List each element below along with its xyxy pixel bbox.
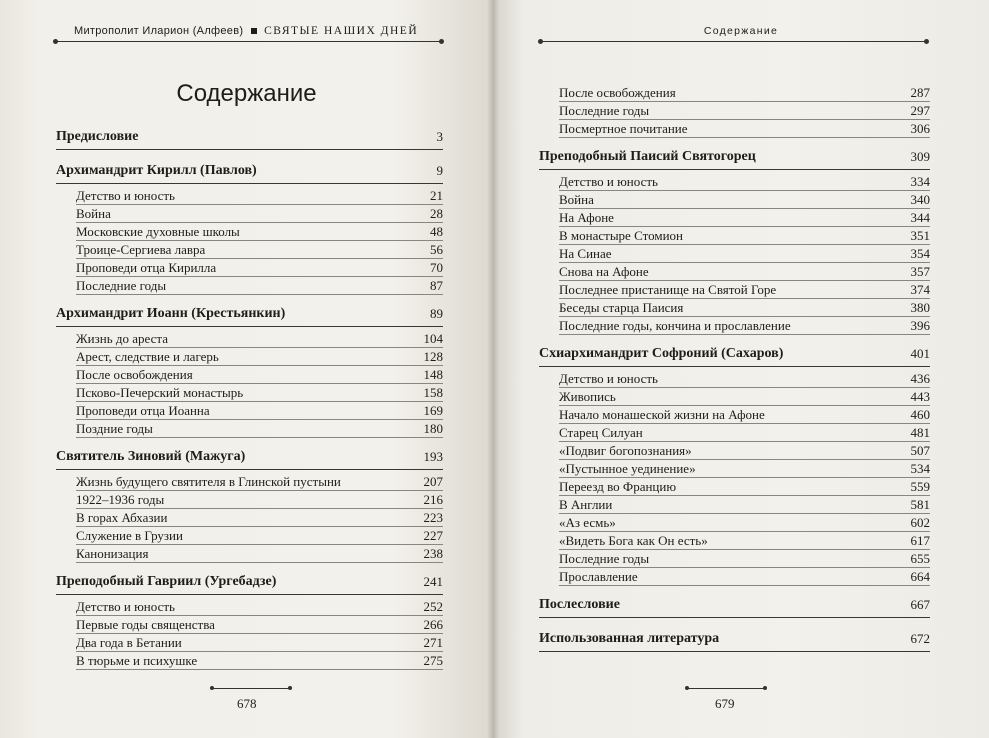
section-gap xyxy=(56,563,443,571)
toc-entry-label: В монастыре Стомион xyxy=(559,228,683,243)
toc-entry-page: 48 xyxy=(430,224,443,239)
toc-subentry xyxy=(539,317,930,335)
toc-subentry xyxy=(539,406,930,424)
toc-entry-page: 70 xyxy=(430,260,443,275)
toc-entry-label: В горах Абхазии xyxy=(76,510,168,525)
section-rule xyxy=(56,149,443,150)
toc-subentry xyxy=(56,545,443,563)
running-head-left xyxy=(74,25,418,37)
toc-entry-label: Предисловие xyxy=(56,129,139,144)
toc-entry-label: На Синае xyxy=(559,246,612,261)
toc-subentry xyxy=(56,205,443,223)
toc-entry-label: Преподобный Гавриил (Ургебадзе) xyxy=(56,574,277,589)
header-rule xyxy=(56,41,441,42)
section-rule xyxy=(539,617,930,618)
toc-entry-label: Беседы старца Паисия xyxy=(559,300,684,315)
folio-rule xyxy=(688,688,764,689)
toc-entry-label: Использованная литература xyxy=(539,631,720,646)
toc-subentry xyxy=(56,473,443,491)
toc-entry-label: Последние годы xyxy=(559,103,650,118)
toc-entry-page: 271 xyxy=(423,635,443,650)
toc-subentry xyxy=(56,598,443,616)
toc-subentry xyxy=(539,442,930,460)
dot-ornament-icon xyxy=(763,686,767,690)
toc-subentry xyxy=(56,652,443,670)
toc-entry-label: «Подвиг богопознания» xyxy=(559,443,692,458)
toc-subentry xyxy=(539,568,930,586)
toc-entry-label: «Аз есмь» xyxy=(559,515,616,530)
toc-entry-page: 207 xyxy=(423,474,443,489)
toc-section-entry xyxy=(56,126,443,148)
toc-subentry xyxy=(56,187,443,205)
toc-entry-page: 104 xyxy=(423,331,443,346)
toc-subentry xyxy=(539,424,930,442)
toc-entry-page: 436 xyxy=(910,371,930,386)
toc-entry-label: Два года в Бетании xyxy=(76,635,182,650)
toc-list-right xyxy=(539,84,930,654)
toc-entry-label: В тюрьме и психушке xyxy=(76,653,198,668)
book-spine-shadow xyxy=(487,0,499,738)
toc-entry-page: 664 xyxy=(910,569,930,584)
toc-entry-page: 309 xyxy=(910,149,930,164)
toc-entry-page: 460 xyxy=(910,407,930,422)
toc-subentry xyxy=(56,509,443,527)
toc-entry-label: Последнее пристанище на Святой Горе xyxy=(559,282,777,297)
toc-entry-label: Живопись xyxy=(559,389,616,404)
toc-entry-label: Посмертное почитание xyxy=(559,121,688,136)
right-page xyxy=(493,0,989,738)
toc-subentry xyxy=(56,277,443,295)
toc-entry-label: Арест, следствие и лагерь xyxy=(76,349,219,364)
toc-entry-label: «Видеть Бога как Он есть» xyxy=(559,533,708,548)
section-gap xyxy=(539,620,930,628)
toc-subentry xyxy=(56,491,443,509)
toc-entry-label: Старец Силуан xyxy=(559,425,643,440)
toc-subentry xyxy=(539,120,930,138)
page-number: 678 xyxy=(237,696,257,711)
toc-entry-label: Канонизация xyxy=(76,546,149,561)
toc-subentry xyxy=(56,259,443,277)
toc-entry-page: 507 xyxy=(910,443,930,458)
toc-entry-label: Московские духовные школы xyxy=(76,224,240,239)
toc-entry-page: 602 xyxy=(910,515,930,530)
toc-entry-label: После освобождения xyxy=(76,367,193,382)
section-rule xyxy=(539,651,930,652)
page-number: 679 xyxy=(715,696,735,711)
dot-ornament-icon xyxy=(439,39,444,44)
toc-entry-label: После освобождения xyxy=(559,85,676,100)
toc-entry-label: Переезд во Францию xyxy=(559,479,677,494)
toc-section-entry xyxy=(56,303,443,325)
header-rule xyxy=(541,41,926,42)
toc-subentry xyxy=(539,102,930,120)
running-head-author: Митрополит Иларион (Алфеев) xyxy=(74,25,244,37)
toc-entry-label: Схиархимандрит Софроний (Сахаров) xyxy=(539,346,784,361)
toc-subentry xyxy=(56,402,443,420)
toc-entry-page: 169 xyxy=(423,403,443,418)
section-gap xyxy=(56,295,443,303)
section-rule xyxy=(56,183,443,184)
toc-section-entry xyxy=(56,446,443,468)
toc-entry-page: 655 xyxy=(910,551,930,566)
toc-entry-page: 148 xyxy=(423,367,443,382)
toc-section-entry xyxy=(56,160,443,182)
toc-entry-page: 672 xyxy=(910,631,930,646)
toc-entry-label: Последние годы xyxy=(76,278,167,293)
section-gap xyxy=(539,138,930,146)
toc-subentry xyxy=(56,420,443,438)
toc-section-entry xyxy=(539,594,930,616)
toc-entry-page: 223 xyxy=(423,510,443,525)
toc-entry-page: 351 xyxy=(910,228,930,243)
square-separator-icon xyxy=(251,28,257,34)
toc-entry-label: Детство и юность xyxy=(559,174,658,189)
toc-entry-page: 667 xyxy=(910,597,930,612)
toc-entry-label: На Афоне xyxy=(559,210,614,225)
toc-entry-label: Поздние годы xyxy=(76,421,153,436)
section-rule xyxy=(539,366,930,367)
toc-entry-page: 534 xyxy=(910,461,930,476)
section-gap xyxy=(56,152,443,160)
toc-entry-page: 193 xyxy=(423,449,443,464)
toc-entry-page: 241 xyxy=(423,574,443,589)
toc-entry-label: Послесловие xyxy=(539,597,620,612)
dot-ornament-icon xyxy=(924,39,929,44)
toc-entry-page: 227 xyxy=(423,528,443,543)
section-rule xyxy=(539,169,930,170)
toc-entry-page: 128 xyxy=(423,349,443,364)
toc-entry-page: 306 xyxy=(910,121,930,136)
toc-entry-label: «Пустынное уединение» xyxy=(559,461,696,476)
toc-entry-page: 158 xyxy=(423,385,443,400)
toc-entry-page: 87 xyxy=(430,278,443,293)
toc-entry-page: 443 xyxy=(910,389,930,404)
toc-entry-label: Служение в Грузии xyxy=(76,528,183,543)
toc-subentry xyxy=(539,299,930,317)
toc-entry-page: 56 xyxy=(430,242,443,257)
toc-entry-page: 581 xyxy=(910,497,930,512)
toc-entry-page: 275 xyxy=(423,653,443,668)
toc-subentry xyxy=(56,616,443,634)
toc-entry-label: Война xyxy=(559,192,594,207)
toc-subentry xyxy=(56,330,443,348)
toc-entry-label: В Англии xyxy=(559,497,613,512)
section-gap xyxy=(539,586,930,594)
toc-list-left xyxy=(56,126,443,670)
toc-subentry xyxy=(539,460,930,478)
toc-subentry xyxy=(539,532,930,550)
toc-entry-label: Преподобный Паисий Святогорец xyxy=(539,149,756,164)
toc-entry-page: 9 xyxy=(436,163,443,178)
toc-entry-page: 374 xyxy=(910,282,930,297)
toc-subentry xyxy=(539,227,930,245)
section-gap xyxy=(539,335,930,343)
toc-entry-page: 252 xyxy=(423,599,443,614)
toc-entry-page: 357 xyxy=(910,264,930,279)
dot-ornament-icon xyxy=(288,686,292,690)
toc-entry-page: 559 xyxy=(910,479,930,494)
toc-entry-page: 28 xyxy=(430,206,443,221)
toc-subentry xyxy=(56,223,443,241)
running-head-book: СВЯТЫЕ НАШИХ ДНЕЙ xyxy=(264,25,419,37)
toc-entry-label: Снова на Афоне xyxy=(559,264,649,279)
left-page xyxy=(0,0,493,738)
toc-entry-page: 380 xyxy=(910,300,930,315)
toc-subentry xyxy=(56,348,443,366)
toc-entry-page: 266 xyxy=(423,617,443,632)
toc-section-entry xyxy=(539,146,930,168)
toc-subentry xyxy=(539,84,930,102)
toc-entry-label: Проповеди отца Иоанна xyxy=(76,403,210,418)
toc-entry-page: 344 xyxy=(910,210,930,225)
toc-entry-page: 3 xyxy=(436,129,443,144)
toc-entry-page: 238 xyxy=(423,546,443,561)
toc-entry-label: Детство и юность xyxy=(559,371,658,386)
toc-section-entry xyxy=(539,343,930,365)
toc-entry-page: 180 xyxy=(423,421,443,436)
toc-subentry xyxy=(539,388,930,406)
section-rule xyxy=(56,469,443,470)
toc-subentry xyxy=(539,478,930,496)
toc-entry-label: Псково-Печерский монастырь xyxy=(76,385,244,400)
section-rule xyxy=(56,594,443,595)
toc-subentry xyxy=(56,366,443,384)
toc-entry-label: Святитель Зиновий (Мажуга) xyxy=(56,449,246,464)
toc-entry-label: Детство и юность xyxy=(76,188,175,203)
toc-subentry xyxy=(56,634,443,652)
toc-entry-label: Начало монашеской жизни на Афоне xyxy=(559,407,765,422)
toc-entry-page: 617 xyxy=(910,533,930,548)
toc-entry-page: 481 xyxy=(910,425,930,440)
toc-entry-label: Последние годы xyxy=(559,551,650,566)
toc-subentry xyxy=(539,263,930,281)
toc-entry-page: 334 xyxy=(910,174,930,189)
toc-subentry xyxy=(539,173,930,191)
folio-rule xyxy=(213,688,289,689)
toc-entry-page: 216 xyxy=(423,492,443,507)
toc-entry-label: Жизнь до ареста xyxy=(76,331,168,346)
toc-entry-label: Детство и юность xyxy=(76,599,175,614)
toc-entry-label: Троице-Сергиева лавра xyxy=(76,242,206,257)
toc-entry-page: 287 xyxy=(910,85,930,100)
toc-entry-label: Война xyxy=(76,206,111,221)
toc-entry-label: Архимандрит Кирилл (Павлов) xyxy=(56,163,257,178)
toc-entry-label: Архимандрит Иоанн (Крестьянкин) xyxy=(56,306,286,321)
toc-entry-label: Проповеди отца Кирилла xyxy=(76,260,217,275)
toc-subentry xyxy=(56,241,443,259)
toc-entry-page: 340 xyxy=(910,192,930,207)
toc-entry-label: Последние годы, кончина и прославление xyxy=(559,318,791,333)
running-head-right: Содержание xyxy=(703,25,779,37)
toc-subentry xyxy=(539,550,930,568)
toc-entry-page: 396 xyxy=(910,318,930,333)
toc-subentry xyxy=(539,209,930,227)
toc-entry-page: 354 xyxy=(910,246,930,261)
toc-entry-label: Первые годы священства xyxy=(76,617,215,632)
toc-entry-page: 21 xyxy=(430,188,443,203)
toc-section-entry xyxy=(539,628,930,650)
toc-subentry xyxy=(539,191,930,209)
toc-subentry xyxy=(539,496,930,514)
toc-entry-page: 401 xyxy=(910,346,930,361)
toc-entry-label: 1922–1936 годы xyxy=(76,492,165,507)
toc-subentry xyxy=(56,384,443,402)
toc-entry-label: Жизнь будущего святителя в Глинской пустыни xyxy=(76,474,341,489)
section-gap xyxy=(56,438,443,446)
toc-entry-label: Прославление xyxy=(559,569,638,584)
toc-subentry xyxy=(539,245,930,263)
toc-title: Содержание xyxy=(176,80,317,107)
toc-subentry xyxy=(56,527,443,545)
toc-entry-page: 297 xyxy=(910,103,930,118)
toc-entry-page: 89 xyxy=(430,306,443,321)
toc-subentry xyxy=(539,514,930,532)
toc-section-entry xyxy=(56,571,443,593)
section-rule xyxy=(56,326,443,327)
toc-subentry xyxy=(539,370,930,388)
toc-subentry xyxy=(539,281,930,299)
